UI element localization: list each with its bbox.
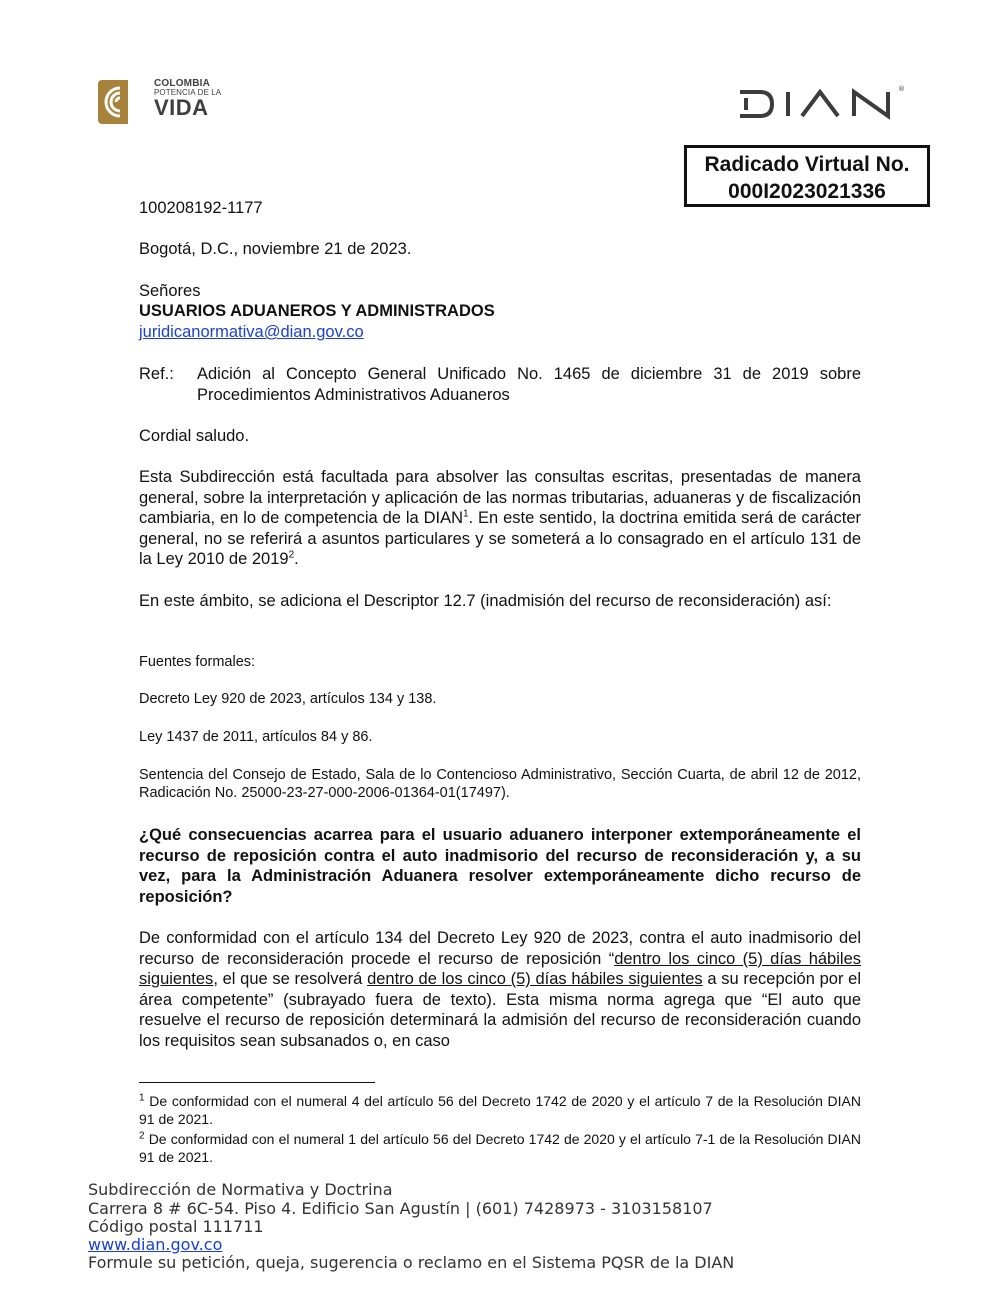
sources-title: Fuentes formales: xyxy=(139,654,256,670)
footnote-2-number: 2 xyxy=(139,1130,145,1142)
salutation-to: Señores xyxy=(139,282,201,300)
ref-text: Adición al Concepto General Unificado No. 1465 de diciembre 31 de 2019 sobre Procedimientos Administrativos Aduaneros xyxy=(197,365,861,404)
para3-part-b: , el que se resolverá xyxy=(213,970,368,988)
footer-website-link[interactable]: www.dian.gov.co xyxy=(88,1235,223,1254)
colombia-logo-text xyxy=(154,78,221,119)
footnote-ref-1: 1 xyxy=(462,508,469,520)
colombia-potencia-vida-logo xyxy=(98,76,238,128)
logo-line-colombia: COLOMBIA xyxy=(154,78,211,89)
para3-part-c: a su recepción por el área competente” (subrayado fuera de texto). Esta misma norma agrega que “El auto que resuelve el recurso de reposición determinará la admisión del recurso de reconsideración cuando los requisitos sean subsanados o, en caso xyxy=(139,970,861,1050)
footnote-2 xyxy=(139,1130,861,1166)
radicado-number: 000I2023021336 xyxy=(728,180,886,203)
para1-part-a: Esta Subdirección está facultada para absolver las consultas escritas, presentadas de manera general, sobre la interpretación y aplicación de las normas tributarias, aduaneras y de fiscalización cambiaria, en lo de competencia de la DIAN xyxy=(139,468,861,527)
paragraph-descriptor: En este ámbito, se adiciona el Descriptor 12.7 (inadmisión del recurso de reconsideración) así: xyxy=(139,592,832,610)
footer-office: Subdirección de Normativa y Doctrina xyxy=(88,1180,393,1199)
paragraph-competence xyxy=(139,467,861,570)
footnote-2-text: De conformidad con el numeral 1 del artículo 56 del Decreto 1742 de 2020 y el artículo 7-1 de la Resolución DIAN 91 de 2021. xyxy=(139,1131,861,1165)
para3-underline-2: dentro de los cinco (5) días hábiles siguientes xyxy=(367,970,703,988)
date-line: Bogotá, D.C., noviembre 21 de 2023. xyxy=(139,240,412,258)
logo-line-potencia: POTENCIA DE LA xyxy=(154,88,222,97)
svg-text:®: ® xyxy=(898,85,905,93)
footer-website-row xyxy=(88,1235,222,1254)
footnote-1-number: 1 xyxy=(139,1092,145,1104)
radicado-label: Radicado Virtual No. xyxy=(704,153,910,176)
footnote-divider xyxy=(139,1082,375,1083)
question-heading: ¿Qué consecuencias acarrea para el usuario aduanero interponer extemporáneamente el recurso de reposición contra el auto inadmisorio del recurso de reconsideración y, a su vez, para la Administración Aduanera resolver extemporáneamente dicho recurso de reposición? xyxy=(139,826,861,906)
para3-underline-1: dentro los cinco (5) días hábiles siguientes xyxy=(139,949,861,988)
logo-line-vida: VIDA xyxy=(154,95,209,120)
recipient: USUARIOS ADUANEROS Y ADMINISTRADOS xyxy=(139,302,495,320)
source-sentencia: Sentencia del Consejo de Estado, Sala de lo Contencioso Administrativo, Sección Cuarta, de abril 12 de 2012, Radicación No. 25000-23-27-000-2006-01364-01(17497). xyxy=(139,767,861,801)
para1-part-c: . xyxy=(294,550,299,568)
footnote-1-text: De conformidad con el numeral 4 del artículo 56 del Decreto 1742 de 2020 y el artículo 7 de la Resolución DIAN 91 de 2021. xyxy=(139,1093,861,1127)
ref-label: Ref.: xyxy=(139,365,174,383)
reference-number: 100208192-1177 xyxy=(139,199,263,217)
source-decreto: Decreto Ley 920 de 2023, artículos 134 y 138. xyxy=(139,691,437,707)
greeting: Cordial saludo. xyxy=(139,427,250,445)
footer-postal: Código postal 111711 xyxy=(88,1217,264,1236)
reference-block xyxy=(139,364,861,406)
dian-logo xyxy=(738,82,906,120)
paragraph-article-134 xyxy=(139,928,861,1051)
para3-part-a: De conformidad con el artículo 134 del Decreto Ley 920 de 2023, contra el auto inadmisorio del recurso de reconsideración procede el recurso de reposición “ xyxy=(139,929,861,968)
para1-part-b: . En este sentido, la doctrina emitida será de carácter general, no se referirá a asuntos particulares y se someterá a lo consagrado en el artículo 131 de la Ley 2010 de 2019 xyxy=(139,509,861,568)
footer-address: Carrera 8 # 6C-54. Piso 4. Edificio San Agustín | (601) 7428973 - 3103158107 xyxy=(88,1199,713,1218)
footer-pqsr: Formule su petición, queja, sugerencia o reclamo en el Sistema PQSR de la DIAN xyxy=(88,1253,735,1272)
email-link[interactable]: juridicanormativa@dian.gov.co xyxy=(139,323,364,341)
colombia-emblem-icon xyxy=(98,76,150,126)
footnote-ref-2: 2 xyxy=(288,549,295,561)
dian-wordmark-icon xyxy=(738,82,906,120)
footnote-1 xyxy=(139,1092,861,1128)
email-row xyxy=(139,322,861,343)
source-ley: Ley 1437 de 2011, artículos 84 y 86. xyxy=(139,729,373,745)
